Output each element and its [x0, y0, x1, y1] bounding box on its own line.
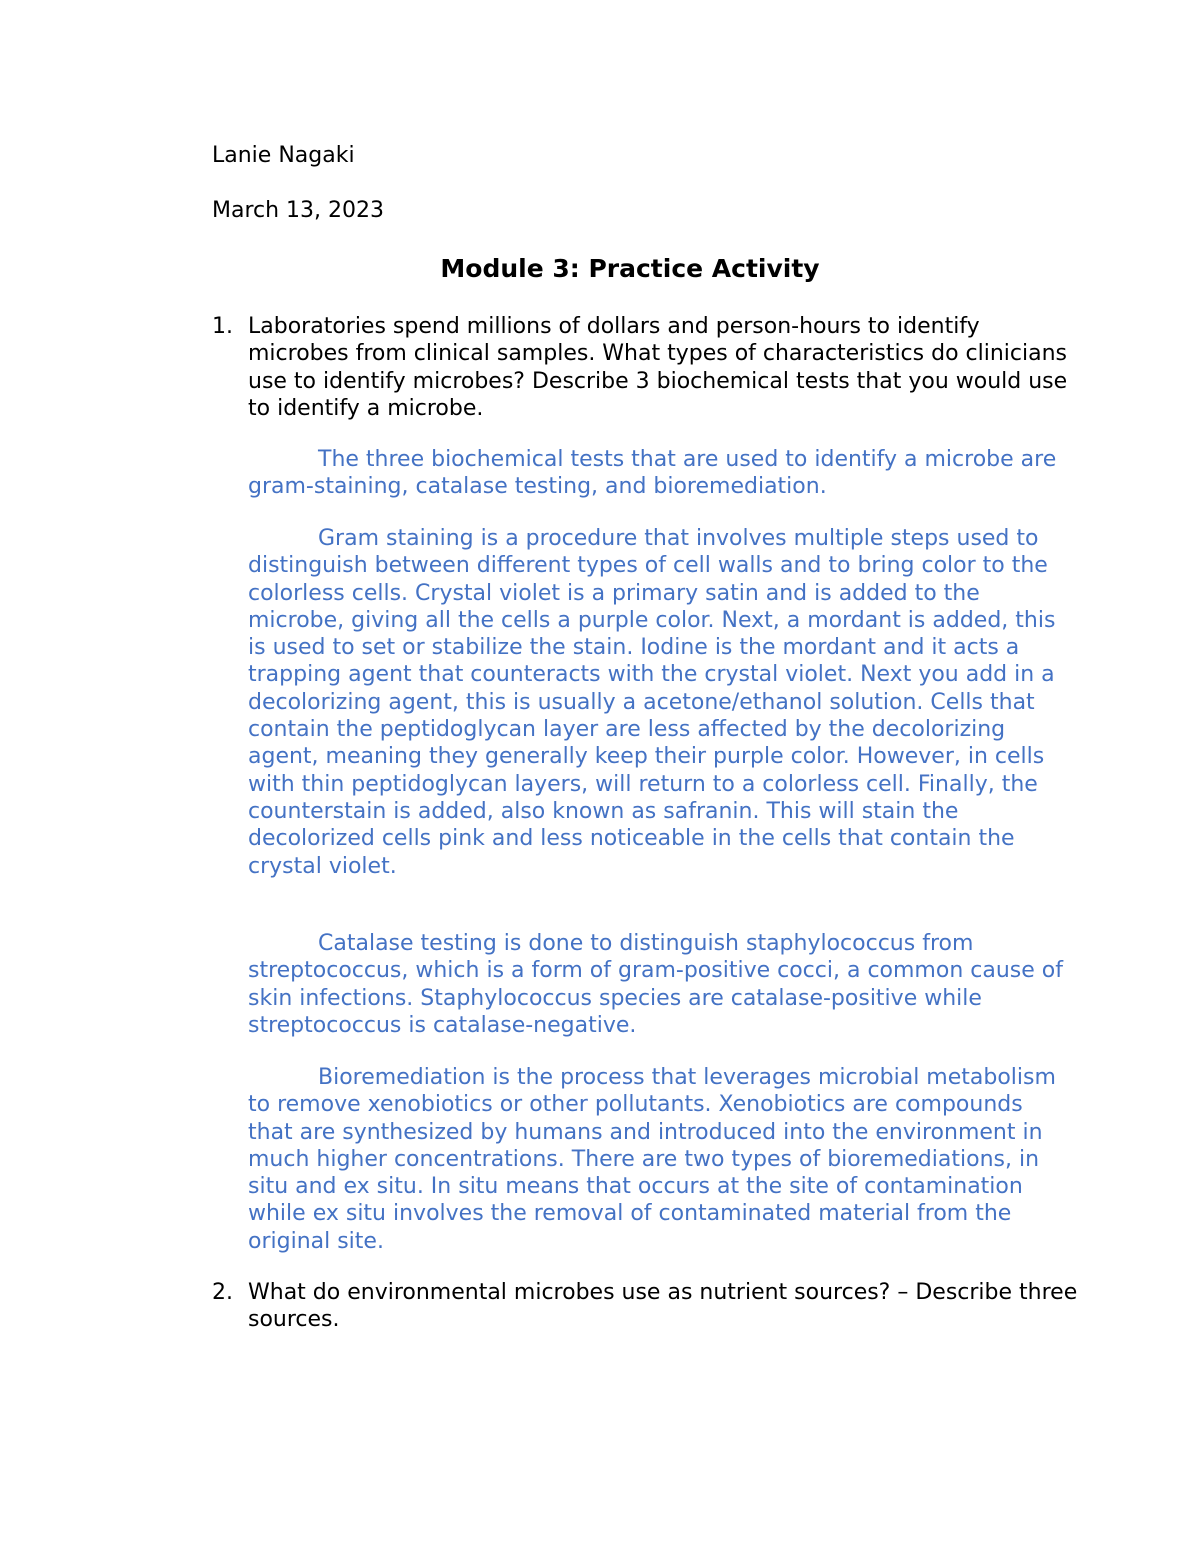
- author-name: Lanie Nagaki: [212, 143, 355, 168]
- answer-paragraph-bioremediation: Bioremediation is the process that leverages microbial metabolism to remove xenobiotics or other pollutants. Xenobiotics are compounds that are synthesized by humans and introduced into the environment in much higher concentrations. There are two types of bioremediations, in situ and ex situ. In situ means that occurs at the site of contamination while ex situ involves the removal of contaminated material from the original site.: [248, 1065, 1056, 1254]
- question-number-1: 1.: [212, 314, 233, 339]
- answer-paragraph-catalase: Catalase testing is done to distinguish staphylococcus from streptococcus, which is a form of gram-positive cocci, a common cause of skin infections. Staphylococcus species are catalase-positive while streptococcus is catalase-negative.: [248, 931, 1063, 1038]
- question-2-text: What do environmental microbes use as nutrient sources? – Describe three sources.: [248, 1280, 1078, 1333]
- page-title: Module 3: Practice Activity: [440, 254, 820, 283]
- document-date: March 13, 2023: [212, 198, 385, 223]
- answer-paragraph-intro: The three biochemical tests that are used to identify a microbe are gram-staining, catalase testing, and bioremediation.: [248, 447, 1057, 500]
- question-1-text: Laboratories spend millions of dollars and person-hours to identify microbes from clinical samples. What types of characteristics do clinicians use to identify microbes? Describe 3 biochemical tests that you would use to identify a microbe.: [248, 314, 1068, 421]
- question-number-2: 2.: [212, 1280, 233, 1305]
- answer-paragraph-gram-staining: Gram staining is a procedure that involves multiple steps used to distinguish between different types of cell walls and to bring color to the colorless cells. Crystal violet is a primary satin and is added to the microbe, giving all the cells a purple color. Next, a mordant is added, this is used to set or stabilize the stain. Iodine is the mordant and it acts a trapping agent that counteracts with the crystal violet. Next you add in a decolorizing agent, this is usually a acetone/ethanol solution. Cells that contain the peptidoglycan layer are less affected by the decolorizing agent, meaning they generally keep their purple color. However, in cells with thin peptidoglycan layers, will return to a colorless cell. Finally, the counterstain is added, also known as safranin. This will stain the decolorized cells pink and less noticeable in the cells that contain the crystal violet.: [248, 526, 1056, 879]
